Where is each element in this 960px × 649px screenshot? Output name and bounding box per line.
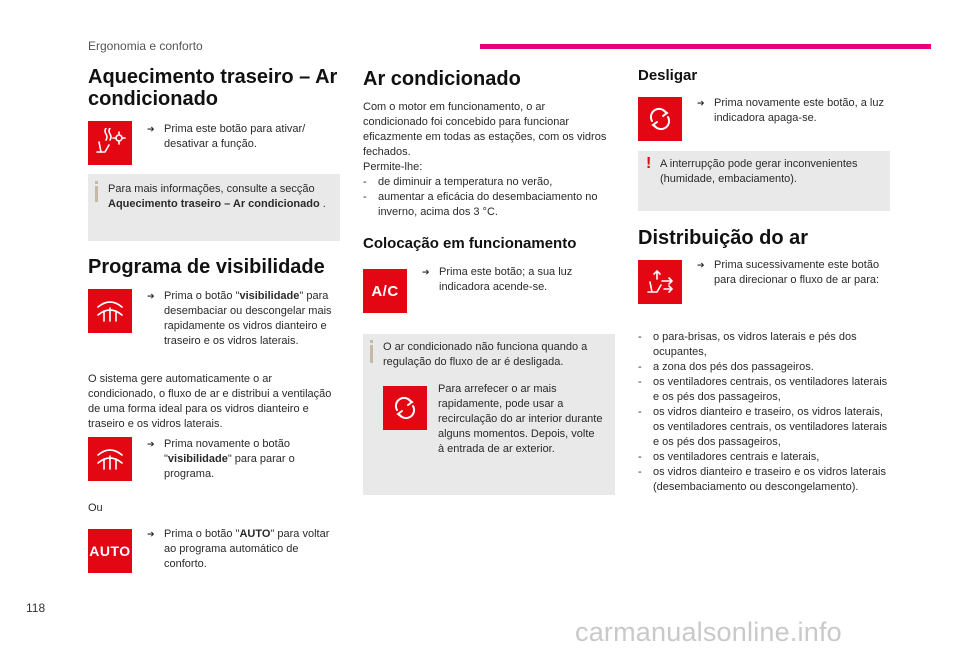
air-distribution-button-icon [638,260,682,304]
watermark: carmanualsonline.info [575,617,842,647]
recirculation-icon [391,394,419,422]
bullet-arrow-icon: ➔ [147,529,155,539]
recirculation-tip: Para arrefecer o ar mais rapidamente, pode usar a recirculação do ar interior durante alguns momentos. Depois, volte à entrada de ar exterior. [438,383,603,455]
list-item: - de diminuir a temperatura no verão, [363,175,613,190]
bullet-arrow-icon: ➔ [422,267,430,277]
rear-heating-button-icon [88,121,132,165]
list-item: - os ventiladores centrais e laterais, [638,450,888,465]
page-number: 118 [26,601,46,615]
info-icon [95,186,98,202]
bullet-arrow-icon: ➔ [147,291,155,301]
list-item: - a zona dos pés dos passageiros. [638,360,888,375]
list-item: - os vidros dianteiro e traseiro, os vidros laterais, os ventiladores centrais, os ventiladores laterais e os pés dos passageiros, [638,405,888,450]
recirculation-button-icon [383,386,427,430]
warning-icon: ! [646,155,652,172]
distribution-list [638,330,888,495]
warning-note: ! A interrupção pode gerar inconvenientes (humidade, embaciamento). [638,151,890,211]
ac-label: A/C [371,282,399,300]
ac-benefits-list [363,175,613,220]
visibility-button-icon [88,289,132,333]
auto-button-icon [88,529,132,573]
bullet-arrow-icon: ➔ [147,439,155,449]
air-distribution-icon [644,267,676,297]
section-accent-bar [480,44,931,49]
or-text: Ou [88,502,103,514]
ac-intro: Com o motor em funcionamento, o ar condicionado foi concebido para funcionar eficazmente em todas as estações, com os vidros fechados. Permite-lhe: - de diminuir a temperatura no verão, - aumentar a eficácia do desembaciamento no inverno, acima dos 3 °C. [363,100,613,220]
info-note-ac: O ar condicionado não funciona quando a regulação do fluxo de ar é desligada. Para arrefecer o ar mais rapidamente, pode usar a recirculação do ar interior durante alguns momentos. Depois, volte à entrada de ar exterior. [363,334,615,495]
list-item: - os vidros dianteiro e traseiro e os vidros laterais (desembaciamento ou descongelamento). [638,465,888,495]
title-start-operation: Colocação em funcionamento [363,235,577,252]
air-distribution-modes [638,330,888,495]
defrost-icon [95,445,125,473]
title-switch-off: Desligar [638,67,698,84]
title-air-conditioning: Ar condicionado [363,68,521,90]
list-item: - aumentar a eficácia do desembaciamento no inverno, acima dos 3 °C. [363,190,613,220]
visibility-stop-button-icon [88,437,132,481]
auto-label: AUTO [89,543,131,559]
section-label: Ergonomia e conforto [88,39,203,53]
recirculation-icon [646,105,674,133]
recirculation-off-button-icon [638,97,682,141]
title-visibility-program: Programa de visibilidade [88,256,325,278]
defrost-icon [95,297,125,325]
info-icon [370,345,373,363]
title-air-distribution: Distribuição do ar [638,227,809,249]
rear-heating-seat-icon [93,128,127,158]
visibility-description: O sistema gere automaticamente o ar condicionado, o fluxo de ar e distribui a ventilação de uma forma ideal para os vidros dianteiro e traseiro e os vidros laterais. [88,373,332,430]
bullet-arrow-icon: ➔ [697,98,705,108]
info-note-rear-heating: Para mais informações, consulte a secção Aquecimento traseiro – Ar condicionado . [88,174,340,241]
title-rear-heating: Aquecimento traseiro – Ar condicionado [88,66,338,110]
list-item: - o para-brisas, os vidros laterais e pés dos ocupantes, [638,330,888,360]
ac-button-icon [363,269,407,313]
bullet-arrow-icon: ➔ [147,124,155,134]
bullet-arrow-icon: ➔ [697,260,705,270]
list-item: - os ventiladores centrais, os ventiladores laterais e os pés dos passageiros, [638,375,888,405]
